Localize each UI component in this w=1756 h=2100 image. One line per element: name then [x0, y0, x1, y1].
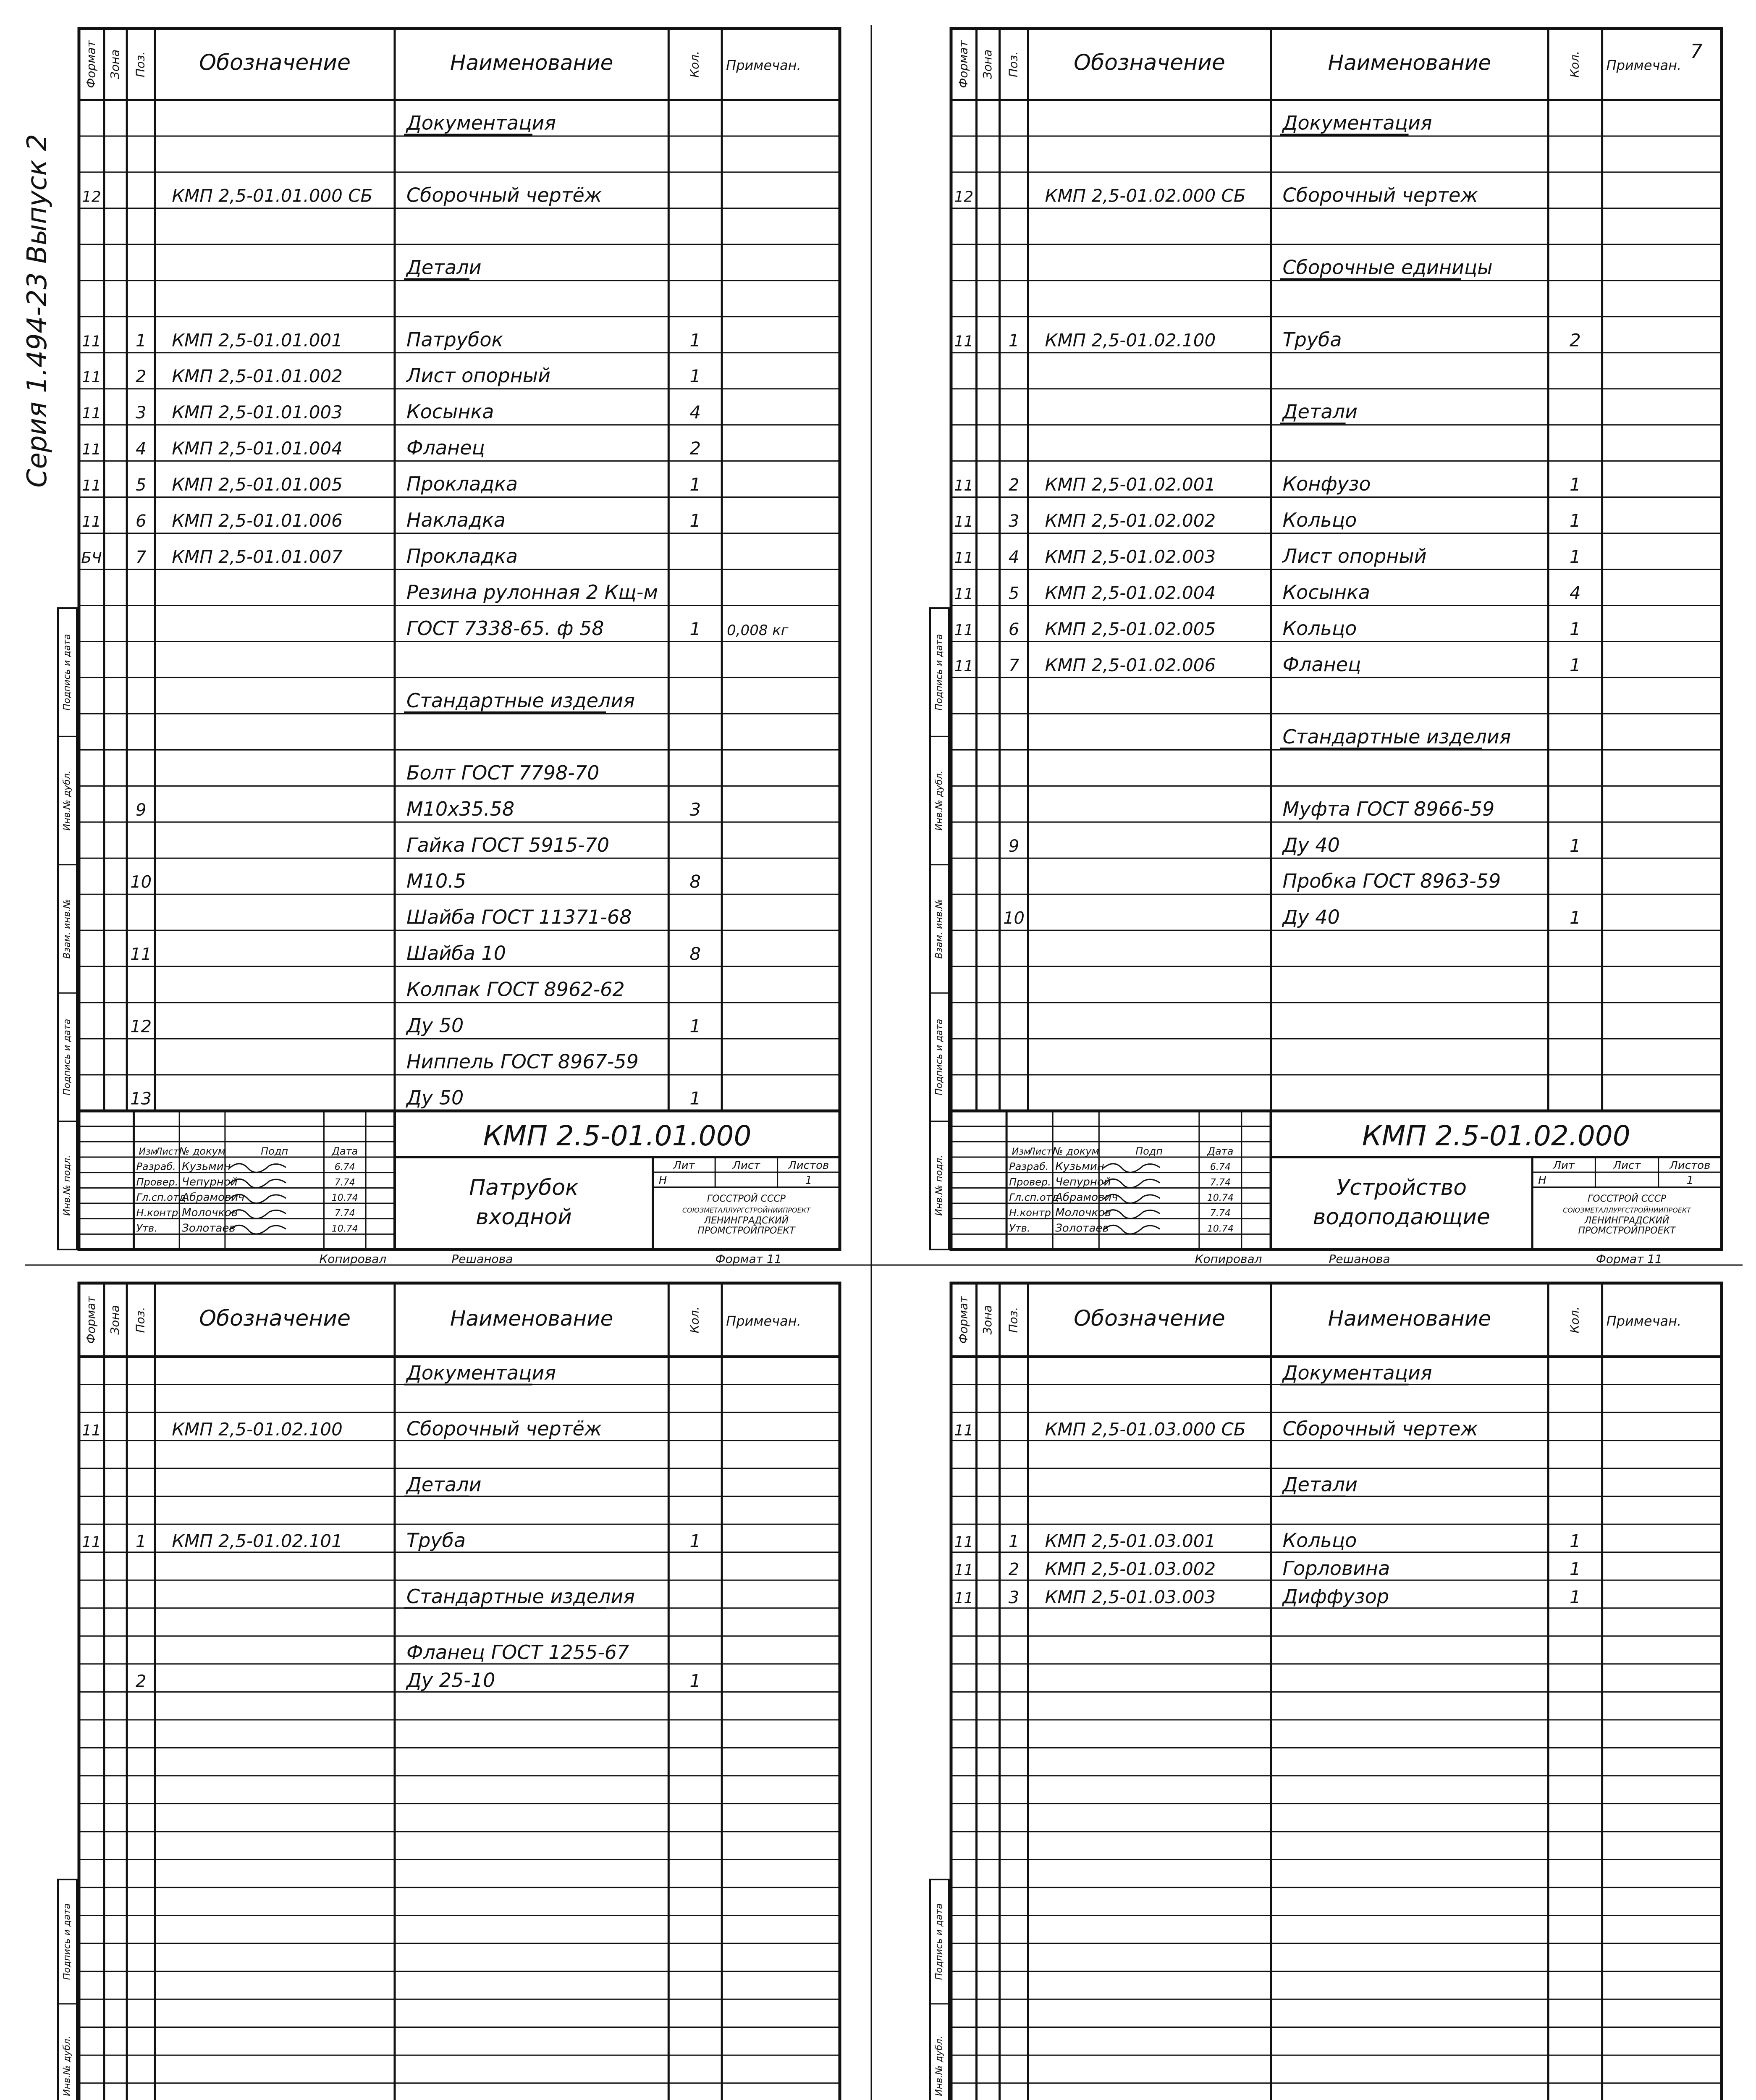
binding-label: Инв.№ дубл.	[934, 770, 945, 831]
cell-format: 11	[954, 333, 974, 350]
cell-qty: 1	[1569, 474, 1581, 495]
spec-row	[406, 761, 599, 784]
org-name: ЛЕНИНГРАДСКИЙ	[704, 1215, 789, 1226]
spec-row	[404, 1362, 556, 1385]
section-heading: Документация	[406, 1361, 556, 1384]
cell-name: М10х35.58	[406, 797, 515, 820]
cell-name: Прокладка	[406, 472, 518, 496]
cell-designation: КМП 2,5-01.03.003	[1045, 1586, 1216, 1607]
spec-row	[1280, 256, 1493, 279]
stamp-person: Кузьмин	[182, 1160, 231, 1173]
cell-designation: КМП 2,5-01.01.002	[172, 366, 343, 387]
cell-format: 11	[81, 405, 101, 423]
cell-name: Труба	[406, 1529, 466, 1552]
stamp-sheet-label: Лист	[732, 1159, 760, 1172]
cell-qty: 1	[689, 366, 701, 387]
cell-position: 2	[1008, 475, 1020, 495]
binding-label: Подпись и дата	[62, 634, 73, 711]
spec-row	[406, 906, 632, 929]
footer-copied: Копировал	[319, 1252, 387, 1266]
stamp-role-prover: Провер.	[1009, 1176, 1051, 1188]
cell-position: 1	[1008, 331, 1020, 351]
cell-name: Сборочный чертёж	[406, 1417, 602, 1440]
spec-row	[406, 1641, 629, 1664]
spec-row	[1283, 870, 1501, 892]
cell-name: Сборочный чертеж	[1282, 184, 1478, 207]
cell-position: 2	[135, 367, 147, 387]
cell-name: ГОСТ 7338-65. ф 58	[406, 617, 604, 640]
spec-row	[1280, 725, 1511, 748]
cell-name: Шайба ГОСТ 11371-68	[406, 906, 632, 929]
cell-position: 5	[135, 475, 147, 495]
stamp-date-value: 6.74	[334, 1162, 355, 1173]
binding-label: Инв.№ подл.	[934, 1155, 945, 1216]
org-name: СОЮЗМЕТАЛЛУРГСТРОЙНИИПРОЕКТ	[682, 1206, 810, 1214]
stamp-date-value: 7.74	[334, 1208, 355, 1219]
org-name: ПРОМСТРОЙПРОЕКТ	[697, 1226, 795, 1236]
cell-format: 11	[81, 441, 101, 459]
cell-format: 11	[954, 1422, 974, 1439]
stamp-person: Чепурной	[1055, 1176, 1111, 1189]
header-name: Наименование	[1328, 1306, 1491, 1331]
cell-name: Муфта ГОСТ 8966-59	[1282, 797, 1495, 820]
cell-name: М10.5	[406, 869, 467, 892]
stamp-person: Кузьмин	[1055, 1160, 1104, 1173]
cell-position: 2	[1008, 1560, 1020, 1580]
stamp-date: Дата	[332, 1145, 358, 1157]
cell-name: Горловина	[1282, 1557, 1390, 1580]
stamp-izm: Изм	[1012, 1147, 1031, 1157]
header-note: Примечан.	[1606, 1313, 1682, 1329]
cell-format: 11	[81, 477, 101, 495]
cell-position: 1	[135, 331, 147, 351]
section-heading: Детали	[406, 1473, 482, 1496]
cell-qty: 1	[689, 1670, 701, 1691]
header-qty: Кол.	[1567, 51, 1582, 78]
stamp-role-gl_spec: Гл.сп.отд	[1009, 1192, 1059, 1203]
stamp-date-value: 7.74	[334, 1177, 355, 1188]
header-pos: Поз.	[133, 51, 147, 77]
document-title: входной	[475, 1205, 572, 1230]
cell-name: Прокладка	[406, 545, 518, 568]
cell-qty: 1	[689, 474, 701, 495]
header-sheet-number: 7	[1690, 40, 1703, 63]
cell-designation: КМП 2,5-01.01.005	[172, 474, 343, 495]
cell-designation: КМП 2,5-01.02.001	[1045, 474, 1216, 495]
stamp-person: Золотаев	[182, 1222, 236, 1235]
cell-designation: КМП 2,5-01.01.006	[172, 510, 343, 531]
spec-row	[406, 581, 658, 604]
document-code: КМП 2.5-01.02.000	[1362, 1120, 1630, 1152]
binding-label: Инв.№ дубл.	[62, 2036, 73, 2096]
stamp-person: Молочков	[182, 1206, 238, 1219]
cell-qty: 1	[689, 1016, 701, 1037]
cell-format: 11	[954, 1533, 974, 1551]
cell-position: 9	[135, 800, 147, 820]
cell-format: 11	[81, 369, 101, 386]
section-heading: Сборочные единицы	[1282, 256, 1493, 279]
stamp-sign: Подп	[261, 1145, 288, 1157]
stamp-sign: Подп	[1135, 1145, 1163, 1157]
stamp-role-utv: Утв.	[1009, 1222, 1030, 1234]
header-note: Примечан.	[726, 57, 801, 74]
header-zone: Зона	[980, 1305, 995, 1335]
cell-name: Конфузо	[1282, 472, 1371, 496]
cell-position: 13	[130, 1089, 152, 1109]
binding-label: Взам. инв.№	[62, 899, 73, 959]
stamp-izm: Изм	[139, 1147, 158, 1157]
cell-format: 11	[81, 513, 101, 531]
spec-row	[406, 978, 625, 1001]
stamp-lit-label: Лит	[673, 1159, 695, 1172]
cell-position: 1	[135, 1532, 147, 1551]
stamp-doc-no: № докум	[179, 1145, 225, 1157]
cell-qty: 1	[1569, 510, 1581, 531]
cell-position: 4	[1008, 548, 1020, 567]
binding-label: Подпись и дата	[934, 1903, 945, 1980]
org-name: ПРОМСТРОЙПРОЕКТ	[1578, 1226, 1676, 1236]
cell-qty: 1	[1569, 1559, 1581, 1580]
stamp-role-n_kontr: Н.контр	[136, 1207, 178, 1219]
cell-format: 11	[954, 549, 974, 567]
section-heading: Стандартные изделия	[406, 1585, 635, 1608]
cell-position: 3	[1008, 512, 1020, 531]
cell-format: 11	[954, 1562, 974, 1579]
document-title: водоподающие	[1313, 1205, 1491, 1230]
header-pos: Поз.	[1006, 51, 1020, 77]
section-heading: Детали	[1282, 1473, 1358, 1496]
stamp-doc-no: № докум	[1052, 1145, 1099, 1157]
cell-qty: 8	[689, 871, 701, 892]
cell-position: 2	[135, 1672, 147, 1691]
section-heading: Документация	[1282, 111, 1432, 134]
stamp-sheets-total: 1	[805, 1174, 812, 1187]
stamp-lit-value: Н	[1538, 1174, 1546, 1187]
cell-name: Фланец	[406, 436, 485, 459]
stamp-date-value: 10.74	[331, 1223, 358, 1234]
cell-format: 11	[954, 585, 974, 603]
cell-position: 7	[1008, 656, 1020, 675]
header-designation: Обозначение	[1074, 50, 1225, 76]
cell-designation: КМП 2,5-01.02.000 СБ	[1045, 185, 1246, 206]
cell-format: 12	[954, 188, 974, 206]
spec-row	[1283, 798, 1495, 820]
cell-format: 11	[81, 1422, 101, 1439]
section-heading: Детали	[406, 256, 482, 279]
stamp-date-value: 7.74	[1210, 1177, 1231, 1188]
spec-row	[1280, 111, 1432, 134]
footer-format: Формат 11	[1596, 1252, 1662, 1266]
cell-name: Диффузор	[1282, 1585, 1389, 1608]
cell-designation: КМП 2,5-01.03.000 СБ	[1045, 1419, 1246, 1440]
header-zone: Зона	[107, 49, 122, 79]
cell-format: 11	[954, 1589, 974, 1607]
cell-qty: 1	[1569, 835, 1581, 856]
document-code: КМП 2.5-01.01.000	[483, 1120, 752, 1152]
cell-name: Фланец ГОСТ 1255-67	[406, 1641, 629, 1664]
org-name: СОЮЗМЕТАЛЛУРГСТРОЙНИИПРОЕКТ	[1563, 1206, 1691, 1214]
stamp-person: Чепурной	[182, 1176, 238, 1189]
binding-label: Подпись и дата	[934, 1018, 945, 1096]
cell-name: Лист опорный	[406, 364, 551, 387]
cell-name: Пробка ГОСТ 8963-59	[1282, 869, 1501, 892]
cell-designation: КМП 2,5-01.02.101	[172, 1530, 343, 1551]
cell-qty: 4	[1569, 583, 1581, 604]
cell-name: Кольцо	[1282, 509, 1357, 532]
stamp-lit-label: Лит	[1553, 1159, 1575, 1172]
stamp-role-n_kontr: Н.контр	[1009, 1207, 1051, 1219]
stamp-person: Абрамович	[182, 1191, 245, 1204]
section-heading: Стандартные изделия	[1282, 725, 1511, 748]
cell-qty: 1	[689, 330, 701, 351]
cell-position: 4	[135, 439, 147, 459]
cell-format: 11	[954, 513, 974, 531]
cell-position: 10	[1003, 908, 1025, 928]
cell-position: 6	[1008, 620, 1020, 639]
header-format: Формат	[956, 40, 970, 88]
binding-label: Инв.№ подл.	[62, 1155, 73, 1216]
cell-designation: КМП 2,5-01.02.100	[1045, 330, 1216, 351]
section-heading: Стандартные изделия	[406, 689, 635, 712]
stamp-sheets-label: Листов	[788, 1159, 829, 1172]
cell-qty: 1	[689, 1530, 701, 1551]
cell-name: Ду 40	[1282, 833, 1340, 856]
header-qty: Кол.	[1567, 1306, 1582, 1334]
cell-format: 11	[81, 333, 101, 350]
document-title: Устройство	[1336, 1175, 1467, 1200]
cell-format: 12	[81, 188, 101, 206]
cell-name: Патрубок	[406, 328, 503, 351]
header-pos: Поз.	[133, 1307, 147, 1333]
header-designation: Обозначение	[1074, 1306, 1225, 1331]
cell-qty: 4	[689, 402, 701, 423]
series-label: Серия 1.494-23 Выпуск 2	[22, 134, 53, 488]
binding-label: Подпись и дата	[934, 634, 945, 711]
cell-format: 11	[954, 657, 974, 675]
cell-qty: 1	[1569, 618, 1581, 639]
stamp-role-razrab: Разраб.	[1009, 1160, 1049, 1173]
header-name: Наименование	[450, 50, 613, 75]
cell-name: Колпак ГОСТ 8962-62	[406, 978, 625, 1001]
cell-format: 11	[954, 477, 974, 495]
binding-label: Взам. инв.№	[934, 899, 945, 959]
spec-row	[404, 1585, 635, 1608]
cell-format: 11	[954, 621, 974, 639]
cell-qty: 1	[1569, 1530, 1581, 1551]
cell-qty: 1	[1569, 1586, 1581, 1607]
stamp-person: Абрамович	[1055, 1191, 1118, 1204]
spec-row	[1280, 400, 1358, 423]
stamp-sheets-label: Листов	[1670, 1159, 1711, 1172]
stamp-role-gl_spec: Гл.сп.отд	[136, 1192, 186, 1203]
stamp-date-value: 10.74	[331, 1193, 358, 1203]
cell-note: 0,008 кг	[727, 622, 789, 639]
cell-qty: 8	[689, 943, 701, 964]
spec-row	[1280, 1473, 1358, 1496]
stamp-person: Золотаев	[1055, 1222, 1109, 1235]
header-qty: Кол.	[687, 51, 702, 78]
spec-row	[404, 111, 556, 134]
cell-format: 11	[81, 1533, 101, 1551]
cell-position: 11	[130, 945, 152, 964]
org-name: ГОССТРОЙ СССР	[707, 1194, 786, 1204]
stamp-list: Лист	[1028, 1147, 1052, 1157]
cell-designation: КМП 2,5-01.02.002	[1045, 510, 1216, 531]
header-designation: Обозначение	[199, 50, 351, 76]
cell-name: Кольцо	[1282, 617, 1357, 640]
header-zone: Зона	[980, 49, 995, 79]
cell-position: 12	[130, 1017, 152, 1037]
cell-name: Ду 25-10	[406, 1669, 495, 1692]
binding-label: Подпись и дата	[62, 1903, 73, 1980]
binding-label: Инв.№ дубл.	[934, 2036, 945, 2096]
header-format: Формат	[84, 40, 98, 88]
cell-name: Косынка	[406, 400, 494, 423]
cell-name: Фланец	[1282, 653, 1361, 676]
header-name: Наименование	[1328, 50, 1491, 75]
cell-designation: КМП 2,5-01.01.001	[172, 330, 343, 351]
cell-name: Кольцо	[1282, 1529, 1357, 1552]
cell-name: Ду 50	[406, 1086, 464, 1109]
cell-name: Сборочный чертеж	[1282, 1417, 1478, 1440]
footer-copied: Копировал	[1195, 1252, 1262, 1266]
org-name: ГОССТРОЙ СССР	[1588, 1194, 1667, 1204]
header-qty: Кол.	[687, 1306, 702, 1334]
section-heading: Документация	[1282, 1361, 1432, 1384]
spec-row	[404, 689, 635, 712]
cell-position: 5	[1008, 584, 1020, 604]
cell-designation: КМП 2,5-01.01.004	[172, 438, 343, 459]
stamp-sheets-total: 1	[1686, 1174, 1694, 1187]
cell-position: 3	[1008, 1588, 1020, 1607]
cell-name: Накладка	[406, 509, 506, 532]
header-note: Примечан.	[1606, 57, 1682, 74]
cell-designation: КМП 2,5-01.03.002	[1045, 1559, 1216, 1580]
cell-qty: 1	[689, 510, 701, 531]
header-zone: Зона	[107, 1305, 122, 1335]
cell-designation: КМП 2,5-01.02.100	[172, 1419, 343, 1440]
cell-designation: КМП 2,5-01.02.005	[1045, 618, 1216, 639]
document-title: Патрубок	[469, 1175, 579, 1200]
spec-row	[404, 256, 482, 279]
stamp-role-utv: Утв.	[136, 1222, 157, 1234]
cell-position: 10	[130, 872, 152, 892]
stamp-role-prover: Провер.	[136, 1176, 178, 1188]
binding-label: Подпись и дата	[62, 1018, 73, 1096]
cell-qty: 1	[1569, 907, 1581, 928]
cell-qty: 1	[1569, 654, 1581, 675]
stamp-person: Молочков	[1055, 1206, 1111, 1219]
stamp-sheet-label: Лист	[1613, 1159, 1641, 1172]
cell-position: 9	[1008, 836, 1020, 856]
cell-designation: КМП 2,5-01.02.003	[1045, 546, 1216, 567]
cell-name: Резина рулонная 2 Кщ-м	[406, 581, 658, 604]
stamp-date: Дата	[1207, 1145, 1234, 1157]
stamp-date-value: 10.74	[1207, 1223, 1234, 1234]
header-name: Наименование	[450, 1306, 613, 1331]
cell-qty: 1	[689, 1088, 701, 1109]
cell-name: Ду 40	[1282, 906, 1340, 929]
cell-designation: КМП 2,5-01.01.007	[172, 546, 343, 567]
cell-name: Ниппель ГОСТ 8967-59	[406, 1050, 639, 1073]
cell-position: 3	[135, 403, 147, 423]
binding-label: Инв.№ дубл.	[62, 770, 73, 831]
stamp-date-value: 7.74	[1210, 1208, 1231, 1219]
cell-designation: КМП 2,5-01.02.004	[1045, 583, 1216, 604]
spec-row	[1280, 1362, 1432, 1385]
cell-name: Шайба 10	[406, 942, 506, 965]
cell-name: Косынка	[1282, 581, 1370, 604]
cell-qty: 2	[1569, 330, 1581, 351]
cell-name: Болт ГОСТ 7798-70	[406, 761, 600, 784]
spec-row	[406, 1050, 639, 1073]
header-pos: Поз.	[1006, 1307, 1020, 1333]
spec-row	[406, 834, 609, 856]
cell-designation: КМП 2,5-01.02.006	[1045, 654, 1216, 675]
stamp-role-razrab: Разраб.	[136, 1160, 176, 1173]
cell-designation: КМП 2,5-01.01.000 СБ	[172, 185, 373, 206]
footer-format: Формат 11	[715, 1252, 782, 1266]
stamp-lit-value: Н	[658, 1174, 667, 1187]
spec-row	[404, 1473, 482, 1496]
footer-copier: Решанова	[1329, 1252, 1390, 1266]
header-note: Примечан.	[726, 1313, 801, 1329]
stamp-date-value: 6.74	[1210, 1162, 1231, 1173]
header-format: Формат	[956, 1296, 970, 1344]
cell-name: Труба	[1282, 328, 1342, 351]
header-designation: Обозначение	[199, 1306, 351, 1331]
cell-qty: 1	[689, 618, 701, 639]
cell-position: 6	[135, 512, 147, 531]
stamp-list: Лист	[155, 1147, 179, 1157]
cell-designation: КМП 2,5-01.03.001	[1045, 1530, 1216, 1551]
footer-copier: Решанова	[451, 1252, 513, 1266]
section-heading: Документация	[406, 111, 556, 134]
cell-name: Сборочный чертёж	[406, 184, 602, 207]
cell-qty: 3	[689, 799, 701, 820]
org-name: ЛЕНИНГРАДСКИЙ	[1584, 1215, 1670, 1226]
cell-designation: КМП 2,5-01.01.003	[172, 402, 343, 423]
cell-qty: 2	[689, 438, 701, 459]
cell-position: 7	[135, 548, 147, 567]
cell-name: Лист опорный	[1282, 545, 1427, 568]
cell-format: БЧ	[81, 549, 102, 567]
header-format: Формат	[84, 1296, 98, 1344]
cell-name: Гайка ГОСТ 5915-70	[406, 833, 610, 856]
section-heading: Детали	[1282, 400, 1358, 423]
cell-name: Ду 50	[406, 1014, 464, 1037]
stamp-date-value: 10.74	[1207, 1193, 1234, 1203]
cell-qty: 1	[1569, 546, 1581, 567]
cell-position: 1	[1008, 1532, 1020, 1551]
